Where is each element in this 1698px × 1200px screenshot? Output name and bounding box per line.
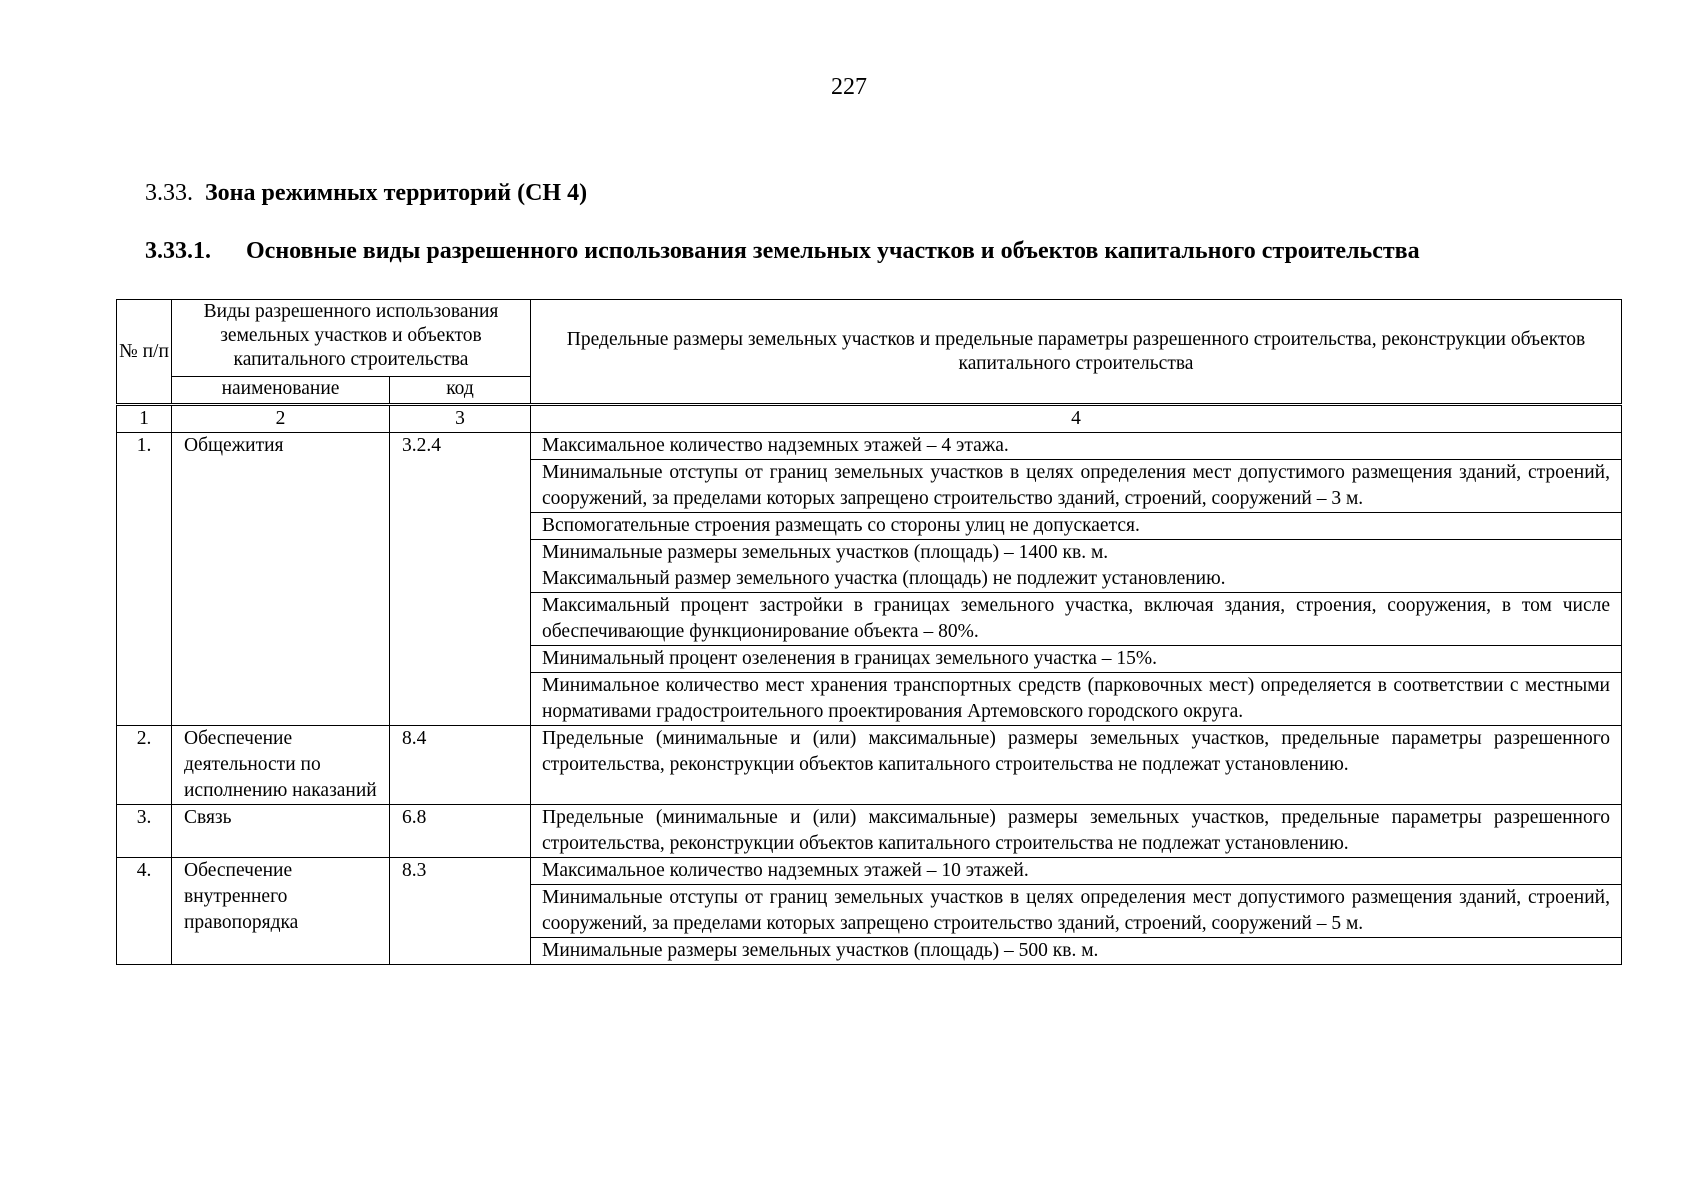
use-code: 6.8: [390, 805, 531, 858]
use-code: 8.3: [390, 858, 531, 965]
parameter-rule: Вспомогательные строения размещать со стороны улиц не допускается.: [531, 513, 1621, 540]
parameter-rule: [531, 540, 1621, 593]
index-row: [117, 406, 1622, 433]
parameters-cell: [531, 726, 1622, 805]
zoning-table: [116, 405, 1622, 965]
header-kinds: Виды разрешенного использования земельных участков и объектов капитального строительства: [172, 300, 531, 377]
parameter-rule: Минимальные отступы от границ земельных участков в целях определения мест допустимого размещения зданий, строений, сооружений, за пределами которых запрещено строительство зданий, строений, сооружений – 3 м.: [531, 460, 1621, 513]
use-code: 8.4: [390, 726, 531, 805]
table-row: [117, 433, 1622, 726]
subsection-number: 3.33.1.: [145, 238, 211, 264]
section-number: 3.33.: [145, 180, 193, 206]
index-cell: 3: [390, 406, 531, 433]
parameter-rule: Минимальное количество мест хранения транспортных средств (парковочных мест) определяется в соответствии с местными нормативами градостроительного проектирования Артемовского городского округа.: [542, 675, 1610, 722]
parameter-rule: Максимальное количество надземных этажей – 4 этажа.: [531, 433, 1621, 460]
section-heading: [145, 180, 587, 207]
row-number: 4.: [117, 858, 172, 965]
use-name: Обеспечение внутреннего правопорядка: [172, 858, 390, 965]
parameter-rule: Минимальный процент озеленения в границах земельного участка – 15%.: [531, 646, 1621, 673]
parameter-rule: Максимальный процент застройки в границах земельного участка, включая здания, строения, сооружения, в том числе обеспечивающие функционирование объекта – 80%.: [531, 593, 1621, 646]
row-number: 2.: [117, 726, 172, 805]
table-row: [117, 858, 1622, 965]
parameters-cell: [531, 433, 1622, 726]
parameter-rule: Минимальные размеры земельных участков (площадь) – 500 кв. м.: [542, 940, 1099, 961]
use-name: Общежития: [172, 433, 390, 726]
header-num: № п/п: [117, 300, 172, 404]
use-name: Связь: [172, 805, 390, 858]
subsection-title: Основные виды разрешенного использования земельных участков и объектов капитального строительства: [246, 238, 1420, 264]
parameters-cell: [531, 805, 1622, 858]
index-cell: 4: [531, 406, 1622, 433]
section-title: Зона режимных территорий (СН 4): [205, 180, 588, 206]
header-params: Предельные размеры земельных участков и предельные параметры разрешенного строительства, реконструкции объектов капитального строительства: [531, 300, 1622, 404]
parameter-rule: Предельные (минимальные и (или) максимальные) размеры земельных участков, предельные параметры разрешенного строительства, реконструкции объектов капитального строительства не подлежат установлению.: [542, 728, 1610, 775]
parameter-rule-line: Максимальный размер земельного участка (площадь) не подлежит установлению.: [542, 568, 1226, 589]
header-code: код: [390, 377, 531, 404]
use-name: Обеспечение деятельности по исполнению наказаний: [172, 726, 390, 805]
use-code: 3.2.4: [390, 433, 531, 726]
parameter-rule: Минимальные отступы от границ земельных участков в целях определения мест допустимого размещения зданий, строений, сооружений, за пределами которых запрещено строительство зданий, строений, сооружений – 5 м.: [531, 885, 1621, 938]
subsection-heading: [145, 236, 1622, 266]
table-row: [117, 726, 1622, 805]
parameter-rule: Максимальное количество надземных этажей – 10 этажей.: [531, 858, 1621, 885]
parameter-rule-line: Минимальные размеры земельных участков (площадь) – 1400 кв. м.: [542, 542, 1109, 563]
table-header: [116, 299, 1622, 404]
header-name: наименование: [172, 377, 390, 404]
row-number: 3.: [117, 805, 172, 858]
parameter-rule: Предельные (минимальные и (или) максимальные) размеры земельных участков, предельные параметры разрешенного строительства, реконструкции объектов капитального строительства не подлежат установлению.: [542, 807, 1610, 854]
index-cell: 2: [172, 406, 390, 433]
index-cell: 1: [117, 406, 172, 433]
parameters-cell: [531, 858, 1622, 965]
table-row: [117, 805, 1622, 858]
row-number: 1.: [117, 433, 172, 726]
page-number: 227: [831, 74, 867, 100]
